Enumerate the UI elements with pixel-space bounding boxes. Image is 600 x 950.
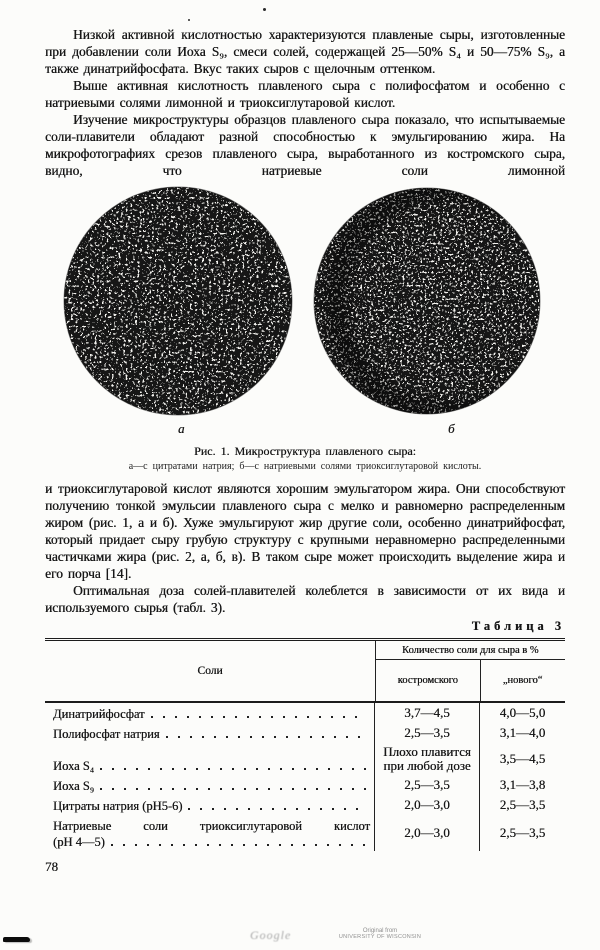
figure-caption: Рис. 1. Микроструктура плавленого сыра: — [194, 444, 416, 458]
salt-name: Иоха S₉ — [53, 779, 95, 793]
paragraph: и триоксиглутаровой кислот являются хорошим эмульгатором жира. Они способствуют получению тонкой эмульсии плавленого сыра с мелко и равномерно распределенным жиром (рис. 1, а и б). Хуже эмульгируют жир другие соли, особенно динатрийфосфат, который придает сыру грубую структуру с крупными неравномерно распределенными частичками жира (рис. 2, а, б, в). В таком сыре может происходить выделение жира и его порча [14]. — [45, 481, 565, 581]
dot-leader — [188, 808, 366, 810]
value-novogo: 3,1—4,0 — [499, 725, 546, 740]
micrograph-b — [314, 188, 562, 414]
salt-name: Динатрийфосфат — [53, 707, 145, 721]
table-3 — [45, 638, 565, 851]
figure-subcaption: а—с цитратами натрия; б—с натриевыми солями триоксиглутаровой кислоты. — [128, 461, 482, 472]
institution-text: UNIVERSITY OF WISCONSIN — [338, 934, 422, 940]
paragraph: Оптимальная доза солей-плавителей колеблется в зависимости от их вида и используемого сырья (табл. 3). — [45, 583, 565, 615]
dot-leader — [151, 716, 366, 718]
provenance-watermark — [315, 928, 445, 941]
dot-leader — [100, 768, 366, 770]
google-watermark: Google — [250, 928, 292, 942]
scan-corner-artifact — [3, 937, 30, 942]
value-kostromskogo: 2,0—3,0 — [375, 815, 480, 851]
value-novogo: 3,1—3,8 — [499, 777, 546, 792]
dot-leader — [100, 788, 366, 790]
value-novogo: 3,5—4,5 — [499, 751, 546, 766]
table-header — [45, 641, 565, 703]
column-header-salts: Соли — [45, 641, 376, 701]
salt-name-line2: (pH 4—5) — [53, 835, 105, 849]
table-row — [45, 775, 565, 795]
column-group — [376, 641, 565, 701]
table-row — [45, 815, 565, 851]
micrograph-a — [64, 187, 292, 415]
figure-label-b: б — [448, 421, 455, 436]
dot-leader — [111, 844, 366, 846]
figure-1 — [45, 183, 565, 472]
table-row — [45, 703, 565, 723]
table-body — [45, 703, 565, 851]
column-subheaders — [376, 660, 565, 701]
column-header-kostromskogo: костромского — [376, 660, 481, 701]
value-novogo: 2,5—3,5 — [499, 797, 546, 812]
value-novogo: 4,0—5,0 — [499, 705, 546, 720]
salt-name: Цитраты натрия (pH5-6) — [53, 799, 183, 813]
table-row — [45, 723, 565, 743]
value-novogo: 2,5—3,5 — [499, 825, 546, 840]
column-group-header: Количество соли для сыра в % — [376, 641, 565, 660]
value-kostromskogo: Плохо плавится при любой дозе — [375, 743, 480, 775]
paragraph: Выше активная кислотность плавленого сыра с полифосфатом и особенно с натриевыми солями лимонной и триоксиглутаровой кислот. — [45, 78, 565, 110]
salt-name: Натриевые соли триоксиглутаровой кислот — [53, 819, 370, 833]
figure-sublabels — [45, 421, 565, 437]
paragraph: Изучение микроструктуры образцов плавленого сыра показало, что испытываемые соли-плавители обладают разной способностью к эмульгированию жира. На микрофотографиях срезов плавленого сыра, выработанного из костромского сыра, видно, что натриевые соли лимонной — [45, 112, 565, 178]
salt-name: Полифосфат натрия — [53, 727, 160, 741]
scan-speck — [263, 8, 266, 11]
figure-label-a: а — [178, 421, 185, 436]
value-kostromskogo: 2,5—3,5 — [375, 775, 480, 795]
dot-leader — [166, 736, 366, 738]
micrograph-pair — [45, 183, 565, 421]
paragraph: Низкой активной кислотностью характеризуются плавленые сыры, изготовленные при добавлении соли Иоха S₉, смеси солей, содержащей 25—50% S₄ и 50—75% S₉, а также динатрийфосфата. Вкус таких сыров с щелочным оттенком. — [45, 27, 565, 76]
original-from-text: Original from — [362, 928, 398, 934]
value-kostromskogo: 2,5—3,5 — [375, 723, 480, 743]
value-kostromskogo: 3,7—4,5 — [375, 703, 480, 723]
text-column — [45, 26, 565, 875]
page-number: 78 — [45, 859, 58, 874]
column-header-novogo: „нового“ — [502, 675, 543, 686]
scan-speck — [188, 19, 190, 21]
table-label: Таблица 3 — [471, 619, 565, 633]
table-row — [45, 743, 565, 775]
value-kostromskogo: 2,0—3,0 — [375, 795, 480, 815]
table-row — [45, 795, 565, 815]
salt-name: Иоха S₄ — [53, 759, 95, 773]
